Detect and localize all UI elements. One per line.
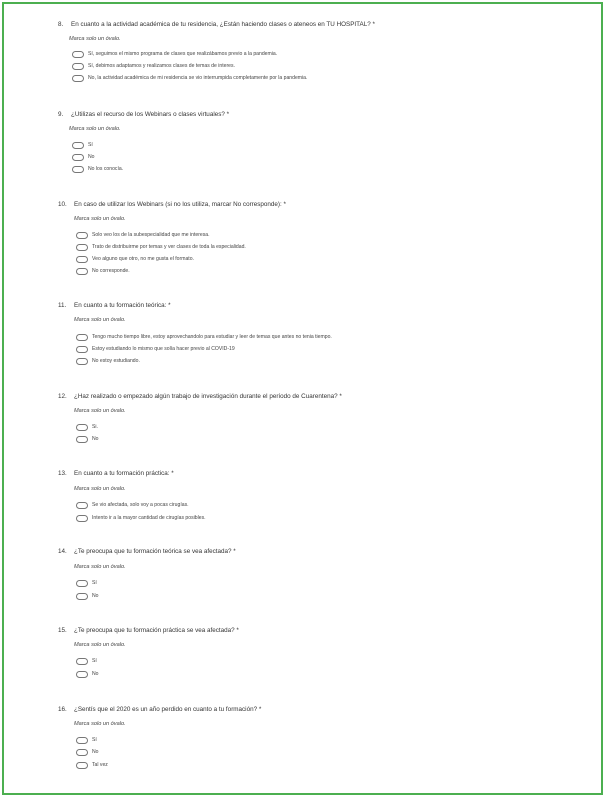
radio-oval-icon[interactable] — [72, 51, 84, 58]
question-number: 8. — [58, 21, 64, 28]
radio-option-label: No los conocía. — [88, 166, 124, 172]
question-hint: Marca solo un óvalo. — [74, 642, 126, 648]
question-hint: Marca solo un óvalo. — [74, 721, 126, 727]
radio-oval-icon[interactable] — [76, 737, 88, 744]
radio-option-label: Sí — [88, 142, 93, 148]
radio-oval-icon[interactable] — [72, 63, 84, 70]
question-title: ¿Haz realizado o empezado algún trabajo de investigación durante el período de Cuarentena? * — [74, 393, 342, 400]
radio-option-label: Tengo mucho tiempo libre, estoy aprovechandolo para estudiar y leer de temas que antes no tenia tiempo. — [92, 334, 332, 340]
radio-option-label: Se vio afectada, solo voy a pocas cirugías. — [92, 502, 189, 508]
question-hint: Marca solo un óvalo. — [69, 126, 121, 132]
radio-option-label: Estoy estudiando lo mismo que solía hacer previo al COVID-19 — [92, 346, 235, 352]
radio-oval-icon[interactable] — [72, 166, 84, 173]
radio-option-label: Intento ir a la mayor cantidad de cirugías posibles. — [92, 515, 206, 521]
radio-option-label: No corresponde. — [92, 268, 130, 274]
radio-option-label: Sí, debimos adaptamos y realizamos clases de temas de interes. — [88, 63, 235, 69]
question-title: En cuanto a tu formación teórica: * — [74, 302, 171, 309]
radio-oval-icon[interactable] — [76, 580, 88, 587]
radio-option-label: No — [92, 671, 99, 677]
question-title: En caso de utilizar los Webinars (si no los utiliza, marcar No corresponde): * — [74, 201, 286, 208]
radio-oval-icon[interactable] — [76, 515, 88, 522]
radio-oval-icon[interactable] — [76, 658, 88, 665]
question-number: 9. — [58, 111, 64, 118]
question-hint: Marca solo un óvalo. — [74, 408, 126, 414]
question-number: 11. — [58, 302, 67, 309]
question-title: ¿Sentís que el 2020 es un año perdido en cuanto a tu formación? * — [74, 706, 262, 713]
question-hint: Marca solo un óvalo. — [69, 36, 121, 42]
radio-oval-icon[interactable] — [76, 268, 88, 275]
radio-oval-icon[interactable] — [72, 142, 84, 149]
radio-option-label: Sí, seguimos el mismo programa de clases que realizábamos previo a la pandemia. — [88, 51, 278, 57]
radio-option-label: Solo veo los de la subespecialidad que me interesa. — [92, 232, 210, 238]
question-title: ¿Utilizas el recurso de los Webinars o clases virtuales? * — [71, 111, 230, 118]
question-hint: Marca solo un óvalo. — [74, 486, 126, 492]
radio-oval-icon[interactable] — [76, 424, 88, 431]
radio-option-label: Trato de distribuirme por temas y ver clases de toda la especialidad. — [92, 244, 246, 250]
radio-oval-icon[interactable] — [76, 593, 88, 600]
question-number: 14. — [58, 548, 67, 555]
radio-oval-icon[interactable] — [76, 232, 88, 239]
question-hint: Marca solo un óvalo. — [74, 564, 126, 570]
question-number: 12. — [58, 393, 67, 400]
radio-oval-icon[interactable] — [76, 358, 88, 365]
radio-oval-icon[interactable] — [76, 502, 88, 509]
question-title: ¿Te preocupa que tu formación teórica se vea afectada? * — [74, 548, 236, 555]
radio-oval-icon[interactable] — [76, 671, 88, 678]
radio-option-label: No — [92, 436, 99, 442]
radio-option-label: Si. — [92, 424, 98, 430]
question-number: 15. — [58, 627, 67, 634]
radio-option-label: No — [92, 593, 99, 599]
radio-option-label: No estoy estudiando. — [92, 358, 140, 364]
radio-oval-icon[interactable] — [72, 75, 84, 82]
radio-option-label: Tal vez — [92, 762, 108, 768]
radio-option-label: No — [92, 749, 99, 755]
radio-option-label: No, la actividad académica de mi residencia se vio interrumpida completamente por la pandemia. — [88, 75, 308, 81]
radio-oval-icon[interactable] — [76, 749, 88, 756]
question-number: 10. — [58, 201, 67, 208]
radio-oval-icon[interactable] — [72, 154, 84, 161]
radio-option-label: No — [88, 154, 95, 160]
radio-option-label: Sí — [92, 658, 97, 664]
question-title: En cuanto a tu formación práctica: * — [74, 470, 174, 477]
radio-option-label: Sí — [92, 737, 97, 743]
radio-oval-icon[interactable] — [76, 334, 88, 341]
question-title: ¿Te preocupa que tu formación práctica se vea afectada? * — [74, 627, 239, 634]
radio-option-label: Sí — [92, 580, 97, 586]
question-number: 13. — [58, 470, 67, 477]
radio-oval-icon[interactable] — [76, 762, 88, 769]
question-hint: Marca solo un óvalo. — [74, 317, 126, 323]
question-number: 16. — [58, 706, 67, 713]
question-hint: Marca solo un óvalo. — [74, 216, 126, 222]
question-title: En cuanto a la actividad académica de tu residencia, ¿Están haciendo clases o ateneos en TU HOSPITAL? * — [71, 21, 375, 28]
radio-oval-icon[interactable] — [76, 244, 88, 251]
radio-oval-icon[interactable] — [76, 436, 88, 443]
radio-option-label: Veo alguno que otro, no me gusta el formato. — [92, 256, 194, 262]
radio-oval-icon[interactable] — [76, 256, 88, 263]
radio-oval-icon[interactable] — [76, 346, 88, 353]
